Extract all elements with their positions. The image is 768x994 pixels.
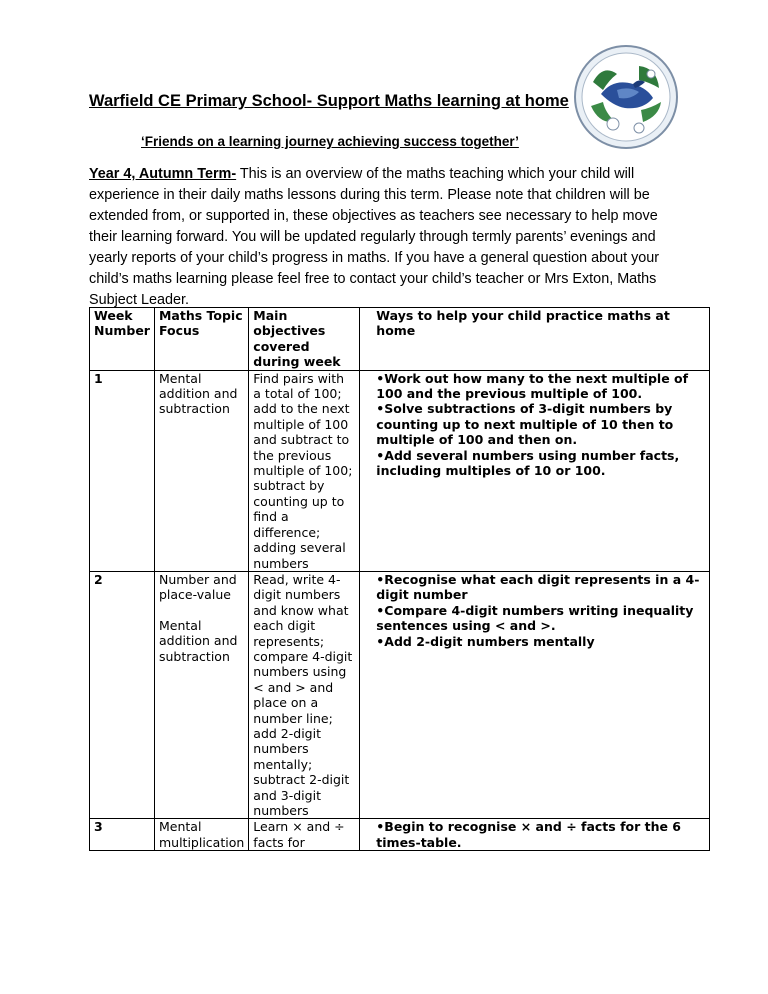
topic-focus: Mental addition and subtraction: [154, 370, 248, 571]
ways-to-help: [360, 370, 710, 571]
ways-item: •Begin to recognise × and ÷ facts for the 6 times-table.: [376, 819, 682, 850]
ways-item: •Compare 4-digit numbers writing inequality sentences using < and >.: [376, 602, 694, 634]
week-number: 2: [90, 571, 155, 819]
school-crest-bird-icon: [573, 44, 679, 150]
maths-plan-table: [89, 307, 710, 851]
topic-focus: [154, 571, 248, 819]
intro-text: This is an overview of the maths teaching which your child will experience in their daily maths lessons during this term. Please note that children will be extended from, or supported in, these objectives as teachers see necessary to help move their learning forward. You will be updated regularly through termly parents’ evenings and yearly reports of your child’s progress in maths. If you have a general question about your child’s maths learning please feel free to contact your child’s teacher or Mrs Exton, Maths Subject Leader.: [89, 166, 660, 308]
ways-item: •Add 2-digit numbers mentally: [376, 633, 595, 649]
table-header-row: [90, 308, 710, 371]
intro-lead: Year 4, Autumn Term-: [89, 166, 237, 182]
ways-item: •Work out how many to the next multiple of 100 and the previous multiple of 100.: [376, 370, 689, 402]
table-row: [90, 819, 710, 851]
objectives: Learn × and ÷ facts for: [249, 819, 360, 851]
ways-item: •Add several numbers using number facts, including multiples of 10 or 100.: [376, 447, 680, 479]
school-title: Warfield CE Primary School- Support Maths learning at home: [89, 92, 569, 110]
topic-focus: Mental multiplication: [154, 819, 248, 851]
header-week: Week Number: [90, 308, 155, 371]
ways-item: •Solve subtractions of 3-digit numbers by counting up to next multiple of 10 then to multiple of 100 and then on.: [376, 401, 674, 448]
topic-line: Mental addition and subtraction: [158, 617, 238, 664]
school-motto: ‘Friends on a learning journey achieving success together’: [141, 134, 519, 149]
week-number: 3: [90, 819, 155, 851]
objectives: Read, write 4-digit numbers and know what each digit represents; compare 4-digit numbers using < and > and place on a number line; add 2-digit numbers mentally; subtract 2-digit and 3-digit numbers: [249, 571, 360, 819]
ways-to-help: [360, 819, 710, 851]
ways-to-help: [360, 571, 710, 819]
table-row: [90, 370, 710, 571]
ways-item: •Recognise what each digit represents in a 4-digit number: [376, 571, 700, 603]
header-ways: Ways to help your child practice maths at home: [360, 308, 710, 371]
header-topic: Maths Topic Focus: [154, 308, 248, 371]
header-objectives: Main objectives covered during week: [249, 308, 360, 371]
objectives: Find pairs with a total of 100; add to the next multiple of 100 and subtract to the previous multiple of 100; subtract by counting up to find a difference; adding several numbers: [249, 370, 360, 571]
intro-paragraph: [89, 164, 679, 311]
table-row: [90, 571, 710, 819]
topic-line: Number and place-value: [158, 571, 237, 603]
week-number: 1: [90, 370, 155, 571]
